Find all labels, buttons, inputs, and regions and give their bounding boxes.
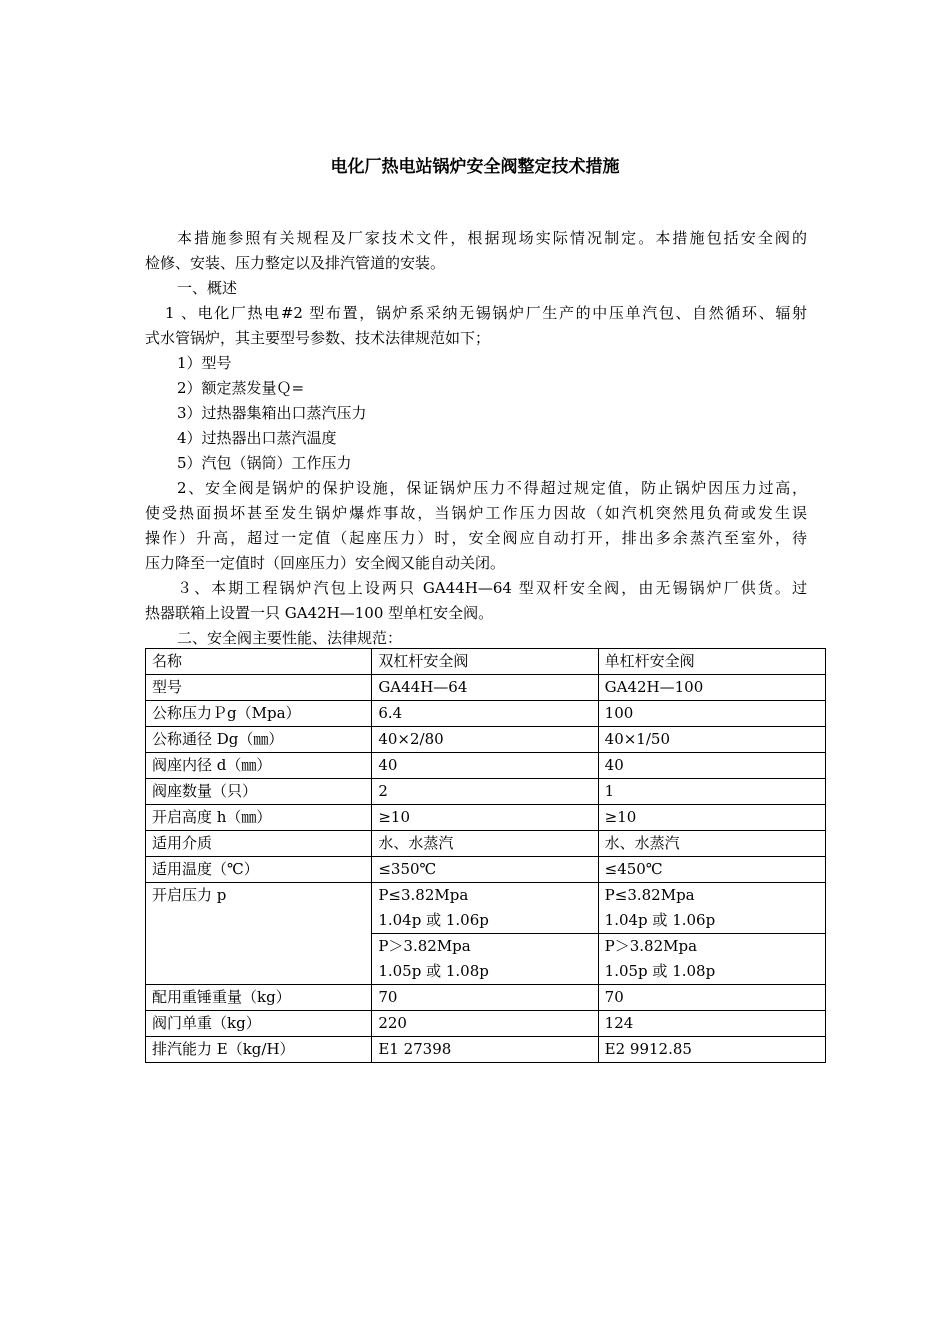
cell-line: P＞3.82Mpa — [378, 937, 471, 955]
table-cell: 70 — [598, 985, 825, 1011]
table-cell: E1 27398 — [372, 1037, 598, 1063]
table-cell: 2 — [372, 779, 598, 805]
table-row — [146, 1037, 826, 1063]
table-cell — [598, 934, 825, 985]
paragraph-line: 热器联箱上设置一只 GA42H—100 型单杠安全阀。 — [145, 604, 494, 622]
table-cell: ≥10 — [372, 805, 598, 831]
table-row — [146, 1011, 826, 1037]
table-cell: 公称通径 Dg（㎜） — [146, 727, 372, 753]
table-cell: 40×2/80 — [372, 727, 598, 753]
cell-line: P≤3.82Mpa — [604, 886, 695, 904]
table-row — [146, 985, 826, 1011]
table-cell: 阀门单重（kg） — [146, 1011, 372, 1037]
table-cell: 水、水蒸汽 — [372, 831, 598, 857]
list-item: 1）型号 — [177, 354, 232, 372]
cell-line: 1.04p 或 1.06p — [604, 911, 716, 929]
cell-line: P≤3.82Mpa — [378, 886, 469, 904]
table-cell: 配用重锤重量（kg） — [146, 985, 372, 1011]
table-cell: ≤450℃ — [598, 857, 825, 883]
table-cell: 1 — [598, 779, 825, 805]
table-cell: 220 — [372, 1011, 598, 1037]
section-heading: 二、安全阀主要性能、法律规范： — [177, 629, 403, 647]
table-cell: 名称 — [146, 649, 372, 675]
table-cell: 40×1/50 — [598, 727, 825, 753]
table-row — [146, 675, 826, 701]
table-cell: 适用介质 — [146, 831, 372, 857]
table-cell: 排汽能力 E（kg/H） — [146, 1037, 372, 1063]
cell-line: 1.05p 或 1.08p — [604, 962, 716, 980]
table-row — [146, 779, 826, 805]
table-cell: 阀座内径 d（㎜） — [146, 753, 372, 779]
table-cell: 阀座数量（只） — [146, 779, 372, 805]
table-cell: 双杠杆安全阀 — [372, 649, 598, 675]
table-cell: 124 — [598, 1011, 825, 1037]
table-row — [146, 727, 826, 753]
table-cell: GA42H—100 — [598, 675, 825, 701]
paragraph-line: 本措施参照有关规程及厂家技术文件，根据现场实际情况制定。本措施包括安全阀的 — [177, 229, 807, 247]
table-cell — [598, 883, 825, 934]
section-heading: 一、概述 — [177, 279, 238, 297]
table-cell: GA44H—64 — [372, 675, 598, 701]
paragraph-line: 式水管锅炉，其主要型号参数、技术法律规范如下； — [145, 329, 491, 347]
table-header-row — [146, 649, 826, 675]
list-item: 4）过热器出口蒸汽温度 — [177, 429, 337, 447]
table-cell — [372, 883, 598, 934]
paragraph-line: 压力降至一定值时（回座压力）安全阀又能自动关闭。 — [145, 554, 506, 572]
page-title: 电化厂热电站锅炉安全阀整定技术措施 — [330, 157, 620, 177]
list-item: 5）汽包（锅筒）工作压力 — [177, 454, 352, 472]
table-row — [146, 883, 826, 934]
cell-line: 1.04p 或 1.06p — [378, 911, 489, 929]
table-cell: ≤350℃ — [372, 857, 598, 883]
paragraph-line: 使受热面损坏甚至发生锅炉爆炸事故，当锅炉工作压力因故（如汽机突然甩负荷或发生误 — [145, 504, 807, 522]
table-cell: 公称压力Ｐg（Mpa） — [146, 701, 372, 727]
table-cell: 40 — [372, 753, 598, 779]
table-cell: ≥10 — [598, 805, 825, 831]
table-cell: 开启压力 p — [146, 883, 372, 985]
table-cell: 型号 — [146, 675, 372, 701]
table-cell: 40 — [598, 753, 825, 779]
list-item: 3）过热器集箱出口蒸汽压力 — [177, 404, 367, 422]
table-row — [146, 753, 826, 779]
cell-line: 1.05p 或 1.08p — [378, 962, 489, 980]
list-item: 2）额定蒸发量Ｑ= — [177, 379, 305, 397]
table-cell: 100 — [598, 701, 825, 727]
document-body — [145, 226, 807, 651]
table-row — [146, 831, 826, 857]
paragraph-line: 2、安全阀是锅炉的保护设施，保证锅炉压力不得超过规定值，防止锅炉因压力过高， — [177, 479, 807, 497]
table-cell: E2 9912.85 — [598, 1037, 825, 1063]
spec-table — [145, 648, 826, 1063]
table-cell: 水、水蒸汽 — [598, 831, 825, 857]
paragraph-line: 检修、安装、压力整定以及排汽管道的安装。 — [145, 254, 446, 272]
paragraph-line: ３、本期工程锅炉汽包上设两只 GA44H—64 型双杆安全阀，由无锡锅炉厂供货。过 — [177, 579, 807, 597]
table-row — [146, 857, 826, 883]
table-row — [146, 701, 826, 727]
table-row — [146, 805, 826, 831]
table-cell: 6.4 — [372, 701, 598, 727]
cell-line: P＞3.82Mpa — [604, 937, 698, 955]
table-cell: 单杠杆安全阀 — [598, 649, 825, 675]
table-cell — [372, 934, 598, 985]
table-cell: 开启高度 h（㎜） — [146, 805, 372, 831]
table-cell: 70 — [372, 985, 598, 1011]
table-cell: 适用温度（℃） — [146, 857, 372, 883]
paragraph-line: 操作）升高，超过一定值（起座压力）时，安全阀应自动打开，排出多余蒸汽至室外，待 — [145, 529, 807, 547]
paragraph-line: 1 、电化厂热电#2 型布置，锅炉系采纳无锡锅炉厂生产的中压单汽包、自然循环、辐射 — [165, 304, 807, 322]
